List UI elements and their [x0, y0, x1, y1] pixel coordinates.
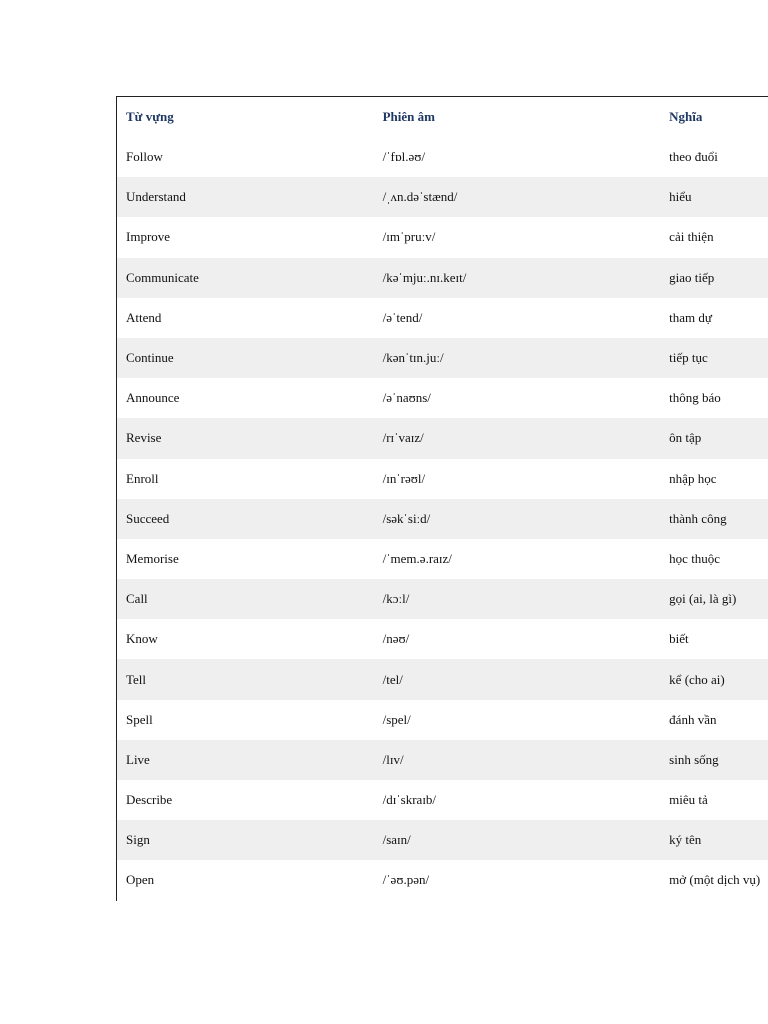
cell-meaning: giao tiếp — [669, 269, 715, 285]
cell-meaning: đánh vần — [669, 711, 717, 727]
cell-word: Succeed — [126, 510, 170, 526]
table-row — [117, 217, 768, 257]
cell-word: Improve — [126, 229, 171, 245]
header-meaning: Nghĩa — [669, 109, 703, 124]
cell-word: Communicate — [126, 269, 199, 285]
cell-meaning: biết — [669, 631, 689, 647]
vocabulary-table — [116, 96, 768, 901]
cell-pronunciation: /ˈfɒl.əʊ/ — [382, 149, 426, 165]
cell-pronunciation: /kɔːl/ — [382, 591, 410, 607]
cell-pronunciation: /ˌʌn.dəˈstænd/ — [382, 189, 458, 205]
table-row — [117, 418, 768, 458]
cell-word: Open — [126, 872, 155, 888]
cell-pronunciation: /rɪˈvaɪz/ — [382, 430, 424, 446]
cell-meaning: sinh sống — [669, 751, 719, 767]
cell-pronunciation: /ɪmˈpruːv/ — [382, 229, 436, 245]
cell-pronunciation: /ˈəʊ.pən/ — [382, 872, 430, 888]
cell-meaning: miêu tả — [669, 792, 708, 808]
cell-word: Tell — [126, 671, 147, 687]
cell-pronunciation: /əˈtend/ — [382, 309, 423, 325]
cell-word: Attend — [126, 309, 162, 325]
table-row — [117, 378, 768, 418]
cell-word: Enroll — [126, 470, 159, 486]
cell-meaning: kể (cho ai) — [669, 671, 725, 687]
cell-word: Know — [126, 631, 158, 647]
cell-word: Memorise — [126, 550, 179, 566]
table-row — [117, 539, 768, 579]
cell-pronunciation: /dɪˈskraɪb/ — [382, 792, 437, 808]
cell-pronunciation: /ɪnˈrəʊl/ — [382, 470, 426, 486]
cell-meaning: mở (một dịch vụ) — [669, 872, 761, 888]
table-row — [117, 137, 768, 177]
header-word: Từ vựng — [126, 109, 174, 124]
cell-word: Understand — [126, 189, 186, 205]
cell-pronunciation: /əˈnaʊns/ — [382, 390, 431, 406]
cell-meaning: thông báo — [669, 390, 721, 406]
cell-meaning: tham dự — [669, 309, 712, 325]
cell-pronunciation: /kənˈtɪn.juː/ — [382, 350, 444, 366]
header-pronunciation: Phiên âm — [382, 109, 435, 124]
table-row — [117, 499, 768, 539]
table-row — [117, 258, 768, 298]
cell-word: Live — [126, 751, 150, 767]
cell-pronunciation: /saɪn/ — [382, 832, 411, 848]
cell-word: Sign — [126, 832, 150, 848]
cell-meaning: theo đuổi — [669, 149, 718, 165]
cell-meaning: học thuộc — [669, 550, 721, 566]
cell-meaning: hiểu — [669, 189, 692, 205]
cell-word: Spell — [126, 711, 153, 727]
table-row — [117, 579, 768, 619]
cell-pronunciation: /kəˈmjuː.nɪ.keɪt/ — [382, 269, 467, 285]
table-row — [117, 338, 768, 378]
table-row — [117, 298, 768, 338]
cell-word: Follow — [126, 149, 163, 165]
cell-word: Continue — [126, 350, 174, 366]
table-row — [117, 700, 768, 740]
table-row — [117, 459, 768, 499]
cell-pronunciation: /səkˈsiːd/ — [382, 510, 431, 526]
cell-pronunciation: /spel/ — [382, 711, 411, 727]
table-row — [117, 860, 768, 900]
table-row — [117, 820, 768, 860]
cell-word: Call — [126, 591, 148, 607]
cell-pronunciation: /lɪv/ — [382, 751, 404, 767]
table-header-row — [117, 97, 768, 137]
cell-pronunciation: /nəʊ/ — [382, 631, 410, 647]
cell-meaning: nhập học — [669, 470, 717, 486]
cell-meaning: thành công — [669, 510, 727, 526]
table-row — [117, 740, 768, 780]
table-row — [117, 780, 768, 820]
cell-meaning: cải thiện — [669, 229, 714, 245]
cell-meaning: ký tên — [669, 832, 702, 848]
cell-pronunciation: /ˈmem.ə.raɪz/ — [382, 550, 452, 566]
cell-pronunciation: /tel/ — [382, 671, 403, 687]
table-row — [117, 619, 768, 659]
table-row — [117, 177, 768, 217]
cell-meaning: ôn tập — [669, 430, 702, 446]
cell-word: Revise — [126, 430, 162, 446]
table-body — [117, 137, 768, 901]
cell-meaning: gọi (ai, là gì) — [669, 591, 737, 607]
cell-word: Describe — [126, 792, 173, 808]
cell-meaning: tiếp tục — [669, 350, 708, 366]
table-row — [117, 659, 768, 699]
cell-word: Announce — [126, 390, 180, 406]
